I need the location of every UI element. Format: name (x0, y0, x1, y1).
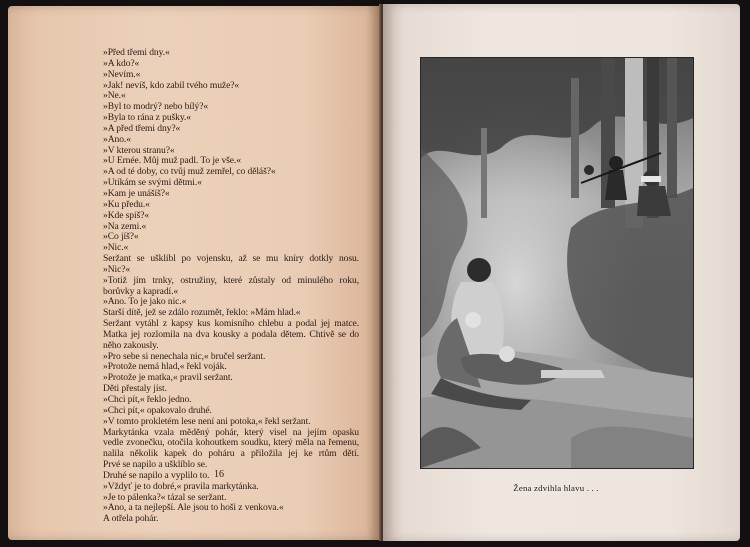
text-line: »Ano, a ta nejlepší. Ale jsou to hoši z venkova.« (103, 503, 284, 514)
text-line: »Nic?« (103, 264, 131, 275)
text-line: »Protože je matka,« pravil seržant. (103, 373, 233, 384)
text-line: »V kterou stranu?« (103, 145, 175, 156)
text-line: A otřela pohár. (103, 514, 159, 525)
text-line: Seržant vytáhl z kapsy kus komisního chlebu a podal jej matce. (103, 319, 359, 330)
text-line: »Nic.« (103, 243, 129, 254)
text-line: »A kdo?« (103, 58, 140, 69)
text-line: »Vždyť je to dobré,« pravila markytánka. (103, 481, 259, 492)
text-line: nalila několik kapek do poháru a přiložila jej ke rtům dětí. (103, 449, 359, 460)
text-line: »U Ernée. Můj muž padl. To je vše.« (103, 156, 241, 167)
text-line: »Před třemi dny.« (103, 48, 170, 58)
left-page-text (103, 48, 359, 525)
text-line: »Kde spíš?« (103, 210, 150, 221)
illustration-caption: Žena zdvihla hlavu . . . (513, 483, 599, 493)
text-line: borůvky a kapradí.« (103, 286, 179, 297)
text-line: »Utíkám se svými dětmi.« (103, 178, 202, 189)
text-line: »Ne.« (103, 91, 126, 102)
text-line: »A před třemi dny?« (103, 123, 181, 134)
text-line: »A od té doby, co tvůj muž zemřel, co děláš?« (103, 167, 276, 178)
text-line: Seržant se ušklíbl po vojensku, až se mu kníry dotkly nosu. (103, 254, 359, 265)
text-line: »Byla to rána z pušky.« (103, 113, 191, 124)
text-line: Matka jej rozlomila na dva kousky a podala dětem. Chtivě se do (103, 329, 359, 340)
text-line: »Je to pálenka?« tázal se seržant. (103, 492, 227, 503)
text-line: »Jak! nevíš, kdo zabil tvého muže?« (103, 80, 240, 91)
text-line: »Totiž jím trnky, ostružiny, které zůstaly od minulého roku, (103, 275, 359, 286)
forest-illustration (420, 57, 694, 469)
text-line: »Chci pít,« opakovalo druhé. (103, 405, 212, 416)
text-line: »Chci pít,« řeklo jedno. (103, 395, 192, 405)
text-line: »Pro sebe si nenechala nic,« bručel seržant. (103, 351, 266, 362)
text-line: »Na zemi.« (103, 221, 147, 232)
text-line: Prvé se napilo a ušklíblo se. (103, 460, 208, 471)
text-line: »Byl to modrý? nebo bílý?« (103, 102, 209, 113)
text-line: »Ku předu.« (103, 199, 150, 210)
text-line: »Co jíš?« (103, 232, 139, 243)
text-line: »Ano.« (103, 134, 131, 145)
text-line: »Kam je unášíš?« (103, 188, 170, 199)
text-line: »Nevím.« (103, 69, 141, 80)
text-line: »Ano. To je jako nic.« (103, 297, 187, 308)
text-line: něho zakously. (103, 340, 159, 351)
text-line: Děti přestaly jíst. (103, 384, 167, 395)
page-number: 16 (214, 469, 224, 480)
text-line: »Protože nemá hlad,« řekl voják. (103, 362, 227, 373)
text-line: vedle zvonečku, otočila kohoutkem soudku, který měla na řemenu, (103, 438, 359, 449)
text-line: Markytánka vzala měděný pohár, který visel na jejím opasku (103, 427, 359, 438)
text-line: Starší dítě, jež se zdálo rozumět, řeklo: »Mám hlad.« (103, 308, 301, 319)
text-line: »V tomto prokletém lese není ani potoka,« řekl seržant. (103, 416, 311, 427)
text-line: Druhé se napilo a vyplilo to. (103, 470, 210, 481)
